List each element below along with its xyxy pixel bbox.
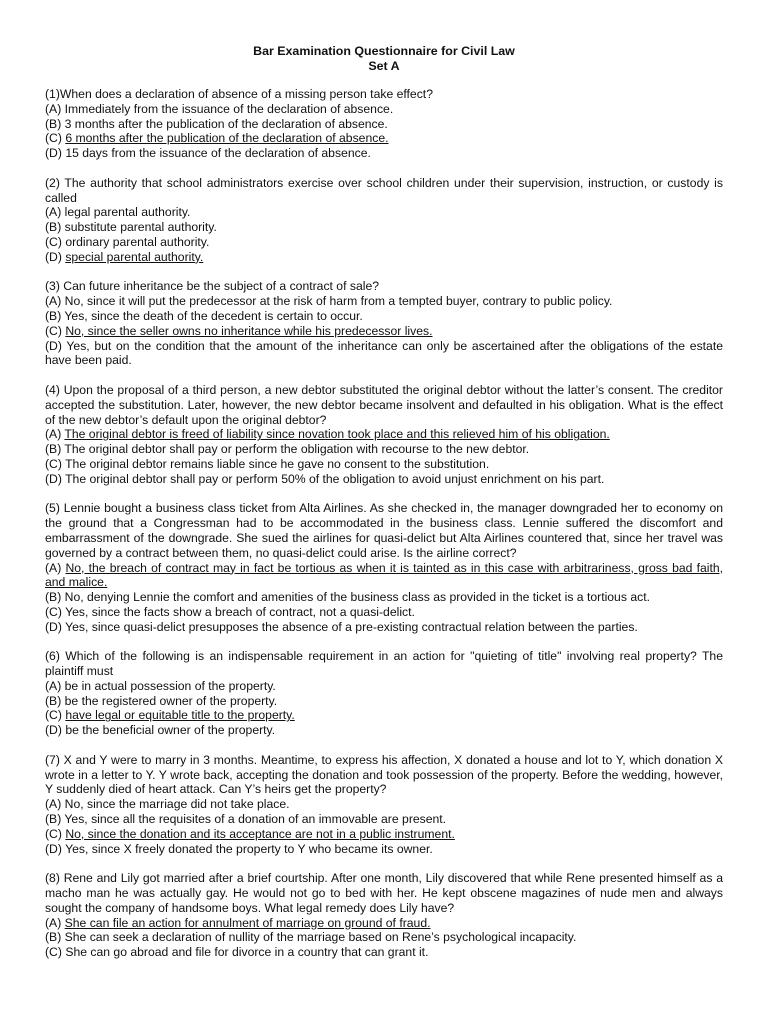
- question-stem: (8) Rene and Lily got married after a brief courtship. After one month, Lily discovered that while Rene presented himself as a macho man he was actually gay. He would not go to bed with her. He kept obscene magazines of nude men and always sought the company of handsome boys. What legal remedy does Lily have?: [45, 871, 723, 915]
- option-letter: (B): [45, 693, 62, 708]
- option-text-underlined: The original debtor is freed of liability since novation took place and this relieved him of his obligation.: [64, 427, 610, 442]
- question-5: [45, 501, 723, 634]
- answer-option: [45, 146, 723, 161]
- option-letter: (A): [45, 427, 62, 442]
- document-title: Bar Examination Questionnaire for Civil Law: [253, 44, 515, 58]
- option-letter: (C): [45, 234, 62, 249]
- question-stem: (4) Upon the proposal of a third person, a new debtor substituted the original debtor without the latter’s consent. The creditor accepted the substitution. Later, however, the new debtor became insolvent and defaulted in his obligation. What is the effect of the new debtor’s default upon the original debtor?: [45, 382, 723, 427]
- option-text-underlined: No, the breach of contract may in fact be tortious as when it is tainted as in this case with arbitrariness, gross bad faith, and malice.: [45, 560, 724, 590]
- answer-option: [45, 797, 723, 812]
- question-stem: (6) Which of the following is an indispensable requirement in an action for "quieting of title" involving real property? The plaintiff must: [45, 649, 723, 679]
- option-text: be the beneficial owner of the property.: [65, 723, 276, 738]
- answer-option: [45, 472, 723, 487]
- answer-option: [45, 339, 723, 369]
- option-text: She can seek a declaration of nullity of the marriage based on Rene’s psychological incapacity.: [64, 930, 577, 945]
- answer-option: [45, 442, 723, 457]
- option-letter: (A): [45, 915, 62, 930]
- document-subtitle: Set A: [368, 59, 400, 73]
- option-letter: (A): [45, 294, 62, 309]
- answer-option: [45, 842, 723, 857]
- option-text: She can go abroad and file for divorce in a country that can grant it.: [65, 945, 429, 960]
- option-letter: (B): [45, 116, 62, 131]
- option-text: Yes, since the facts show a breach of contract, not a quasi-delict.: [65, 604, 415, 619]
- answer-option: [45, 605, 723, 620]
- option-letter: (C): [45, 323, 62, 338]
- option-text: ordinary parental authority.: [65, 234, 210, 249]
- option-letter: (B): [45, 220, 62, 235]
- answer-option: [45, 679, 723, 694]
- option-text: Yes, since the death of the decedent is certain to occur.: [64, 308, 363, 323]
- option-letter: (A): [45, 205, 62, 220]
- option-text-underlined: No, since the seller owns no inheritance while his predecessor lives.: [65, 323, 433, 338]
- document-page: [45, 44, 723, 975]
- option-letter: (B): [45, 812, 62, 827]
- answer-option: [45, 708, 723, 723]
- answer-option: [45, 945, 723, 960]
- option-letter: (A): [45, 678, 62, 693]
- question-2: [45, 176, 723, 265]
- answer-option: [45, 294, 723, 309]
- option-letter: (D): [45, 841, 62, 856]
- option-text: 3 months after the publication of the declaration of absence.: [64, 116, 388, 131]
- option-text: Yes, since X freely donated the property to Y who became its owner.: [65, 841, 433, 856]
- option-letter: (B): [45, 590, 62, 605]
- option-letter: (D): [45, 471, 62, 486]
- option-text: legal parental authority.: [64, 205, 191, 220]
- answer-option: [45, 250, 723, 265]
- option-letter: (D): [45, 146, 62, 161]
- option-letter: (B): [45, 930, 62, 945]
- answer-option: [45, 117, 723, 132]
- option-letter: (B): [45, 442, 62, 457]
- answer-option: [45, 694, 723, 709]
- option-text-underlined: have legal or equitable title to the property.: [65, 708, 295, 723]
- question-stem: (1)When does a declaration of absence of a missing person take effect?: [45, 87, 433, 101]
- option-letter: (C): [45, 131, 62, 146]
- option-text: No, denying Lennie the comfort and amenities of the business class as provided in the ticket is a tortious act.: [64, 590, 650, 605]
- question-7: [45, 753, 723, 857]
- question-1: [45, 87, 723, 161]
- answer-option: [45, 590, 723, 605]
- option-letter: (D): [45, 723, 62, 738]
- option-text: substitute parental authority.: [64, 220, 217, 235]
- option-text: 15 days from the issuance of the declaration of absence.: [65, 146, 371, 161]
- option-text: Yes, but on the condition that the amount of the inheritance can only be ascertained after the obligations of the estate have been paid.: [45, 338, 723, 368]
- answer-option: [45, 930, 723, 945]
- answer-option: [45, 427, 723, 442]
- answer-option: [45, 457, 723, 472]
- option-text-underlined: No, since the donation and its acceptance are not in a public instrument.: [65, 826, 455, 841]
- option-text: Yes, since all the requisites of a donation of an immovable are present.: [64, 812, 447, 827]
- option-letter: (D): [45, 249, 62, 264]
- option-letter: (C): [45, 826, 62, 841]
- option-text: Yes, since quasi-delict presupposes the absence of a pre-existing contractual relation between the parties.: [65, 619, 638, 634]
- option-letter: (D): [45, 338, 62, 353]
- option-text-underlined: special parental authority.: [65, 249, 204, 264]
- question-list: [45, 87, 723, 960]
- question-stem: (3) Can future inheritance be the subject of a contract of sale?: [45, 279, 379, 294]
- option-text: The original debtor shall pay or perform the obligation with recourse to the new debtor.: [64, 442, 530, 457]
- question-3: [45, 279, 723, 368]
- answer-option: [45, 235, 723, 250]
- option-letter: (C): [45, 708, 62, 723]
- answer-option: [45, 309, 723, 324]
- answer-option: [45, 324, 723, 339]
- answer-option: [45, 620, 723, 635]
- question-stem: (5) Lennie bought a business class ticket from Alta Airlines. As she checked in, the manager downgraded her to economy on the ground that a Congressman had to be accommodated in the business class. Lennie suffered the discomfort and embarrassment of the downgrade. She sued the airlines for quasi-delict but Alta Airlines countered that, since her travel was governed by a contract between them, no quasi-delict could arise. Is the airline correct?: [45, 501, 723, 560]
- option-text: The original debtor shall pay or perform 50% of the obligation to avoid unjust enrichment on his part.: [65, 471, 605, 486]
- question-stem: (2) The authority that school administrators exercise over school children under their supervision, instruction, or custody is called: [45, 175, 723, 205]
- option-text: No, since it will put the predecessor at the risk of harm from a tempted buyer, contrary to public policy.: [64, 294, 613, 309]
- answer-option: [45, 220, 723, 235]
- answer-option: [45, 561, 723, 591]
- option-letter: (A): [45, 101, 62, 116]
- answer-option: [45, 723, 723, 738]
- answer-option: [45, 102, 723, 117]
- option-letter: (B): [45, 308, 62, 323]
- option-text: be in actual possession of the property.: [64, 678, 276, 693]
- option-letter: (C): [45, 945, 62, 960]
- option-text-underlined: She can file an action for annulment of marriage on ground of fraud.: [64, 915, 431, 930]
- option-text: be the registered owner of the property.: [64, 693, 278, 708]
- question-6: [45, 649, 723, 738]
- question-8: [45, 871, 723, 960]
- option-letter: (C): [45, 456, 62, 471]
- option-text: The original debtor remains liable since he gave no consent to the substitution.: [65, 456, 490, 471]
- answer-option: [45, 827, 723, 842]
- answer-option: [45, 812, 723, 827]
- option-text: Immediately from the issuance of the declaration of absence.: [64, 101, 394, 116]
- answer-option: [45, 205, 723, 220]
- option-letter: (A): [45, 560, 62, 575]
- option-letter: (C): [45, 604, 62, 619]
- option-text-underlined: 6 months after the publication of the declaration of absence.: [65, 131, 389, 146]
- question-4: [45, 383, 723, 487]
- answer-option: [45, 916, 723, 931]
- answer-option: [45, 131, 723, 146]
- option-letter: (D): [45, 619, 62, 634]
- question-stem: (7) X and Y were to marry in 3 months. Meantime, to express his affection, X donated a house and lot to Y, which donation X wrote in a letter to Y. Y wrote back, accepting the donation and took possession of the property. Before the wedding, however, Y suddenly died of heart attack. Can Y’s heirs get the property?: [45, 752, 723, 797]
- option-letter: (A): [45, 797, 62, 812]
- title-block: [45, 44, 723, 74]
- option-text: No, since the marriage did not take place.: [64, 797, 290, 812]
